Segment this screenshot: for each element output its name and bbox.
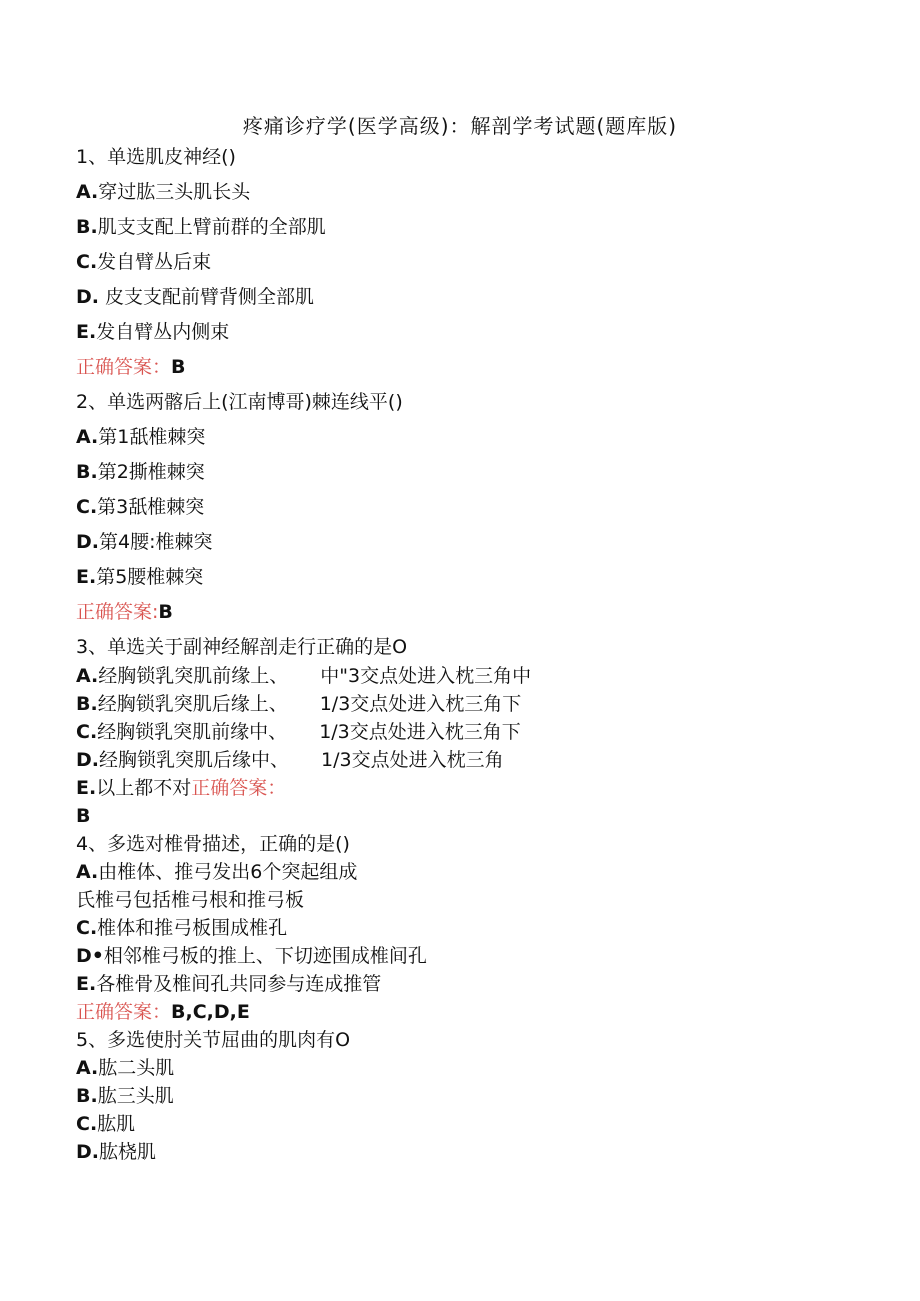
option-text: 发自臂丛内侧束	[96, 321, 230, 343]
q1-option-e	[76, 320, 229, 344]
option-text: 肱二头肌	[98, 1057, 175, 1079]
q4-option-c	[76, 916, 287, 940]
q4-option-e	[76, 972, 381, 996]
option-text: 各椎骨及椎间孔共同参与连成推管	[96, 973, 382, 995]
option-text: 经胸锁乳突肌后缘上、	[97, 693, 288, 715]
q4-stem: 4、多选对椎骨描述，正确的是()	[76, 833, 350, 855]
option-label: C.	[76, 251, 98, 273]
q2-option-c	[76, 495, 204, 519]
option-label: B.	[76, 1085, 98, 1107]
q4-option-b: 氏椎弓包括椎弓根和推弓板	[76, 889, 305, 911]
answer-value: B	[158, 601, 173, 623]
q5-option-c	[76, 1112, 135, 1136]
option-text: 第1舐椎棘突	[98, 426, 206, 448]
option-label: D.	[76, 749, 99, 771]
option-text: 以上都不对	[96, 777, 192, 799]
option-text: 发自臂丛后束	[97, 251, 212, 273]
answer-value: B	[171, 356, 186, 378]
option-text-cont: 1/3交点处进入枕三角	[321, 749, 504, 771]
option-label: E.	[76, 973, 97, 995]
q3-answer	[76, 804, 90, 828]
option-label: C.	[76, 496, 98, 518]
option-text: 肱三头肌	[97, 1085, 174, 1107]
answer-label: 正确答案：	[76, 356, 172, 378]
q3-option-a	[76, 664, 531, 688]
option-text: 穿过肱三头肌长头	[98, 181, 251, 203]
option-label: C.	[76, 1113, 98, 1135]
q3-option-e	[76, 776, 286, 800]
answer-label: 正确答案：	[76, 1001, 172, 1023]
option-label: E.	[76, 321, 97, 343]
q4-answer	[76, 1000, 250, 1024]
option-label: A.	[76, 181, 99, 203]
option-text: 肌支支配上臂前群的全部肌	[97, 216, 326, 238]
q3-option-d	[76, 748, 504, 772]
q2-answer	[76, 600, 173, 624]
q3-option-c	[76, 720, 521, 744]
option-label: E.	[76, 777, 97, 799]
answer-value: B	[76, 805, 91, 827]
option-text: 经胸锁乳突肌前缘中、	[97, 721, 288, 743]
option-label: A.	[76, 861, 99, 883]
q5-stem: 5、多选使肘关节屈曲的肌肉有O	[76, 1029, 351, 1051]
q4-option-a	[76, 860, 357, 884]
option-text: 肱桡肌	[99, 1141, 157, 1163]
option-text: 皮支支配前臂背侧全部肌	[99, 286, 315, 308]
option-label: D.	[76, 1141, 99, 1163]
option-label: C.	[76, 917, 98, 939]
option-label: D•	[76, 945, 104, 967]
q2-option-a	[76, 425, 205, 449]
option-label: C.	[76, 721, 98, 743]
q5-option-b	[76, 1084, 174, 1108]
q5-option-a	[76, 1056, 174, 1080]
option-label: B.	[76, 461, 98, 483]
q2-option-e	[76, 565, 203, 589]
answer-value: B,C,D,E	[171, 1001, 250, 1023]
option-text: 第5腰椎棘突	[96, 566, 204, 588]
q3-option-b	[76, 692, 521, 716]
option-text: 由椎体、推弓发出6个突起组成	[98, 861, 358, 883]
q1-option-a	[76, 180, 250, 204]
option-label: D.	[76, 286, 99, 308]
option-label: D.	[76, 531, 99, 553]
answer-label: 正确答案：	[191, 777, 287, 799]
q2-stem: 2、单选两髂后上(江南博哥)棘连线平()	[76, 391, 403, 413]
q1-option-d	[76, 285, 314, 309]
option-text: 第4腰:椎棘突	[99, 531, 213, 553]
option-text: 相邻椎弓板的推上、下切迹围成椎间孔	[103, 945, 427, 967]
q1-answer	[76, 355, 186, 379]
q1-option-c	[76, 250, 211, 274]
option-text-cont: 1/3交点处进入枕三角下	[319, 693, 522, 715]
option-text: 肱肌	[97, 1113, 136, 1135]
answer-label: 正确答案:	[76, 601, 159, 623]
q2-option-d	[76, 530, 213, 554]
option-label: B.	[76, 216, 98, 238]
option-label: A.	[76, 665, 99, 687]
q4-option-d	[76, 944, 427, 968]
option-text: 经胸锁乳突肌前缘上、	[98, 665, 289, 687]
q3-stem: 3、单选关于副神经解剖走行正确的是O	[76, 636, 408, 658]
q1-option-b	[76, 215, 326, 239]
option-label: A.	[76, 1057, 99, 1079]
option-text: 经胸锁乳突肌后缘中、	[99, 749, 290, 771]
option-text-cont: 中"3交点处进入枕三角中	[320, 665, 532, 687]
option-text-cont: 1/3交点处进入枕三角下	[319, 721, 521, 743]
option-label: A.	[76, 426, 99, 448]
q2-option-b	[76, 460, 205, 484]
document-title: 疼痛诊疗学(医学高级)：解剖学考试题(题库版)	[242, 114, 678, 138]
option-text: 第2撕椎棘突	[97, 461, 205, 483]
option-text: 椎体和推弓板围成椎孔	[97, 917, 288, 939]
option-text: 第3舐椎棘突	[97, 496, 205, 518]
q1-stem: 1、单选肌皮神经()	[76, 146, 236, 168]
option-label: B.	[76, 693, 98, 715]
q5-option-d	[76, 1140, 156, 1164]
option-label: E.	[76, 566, 97, 588]
